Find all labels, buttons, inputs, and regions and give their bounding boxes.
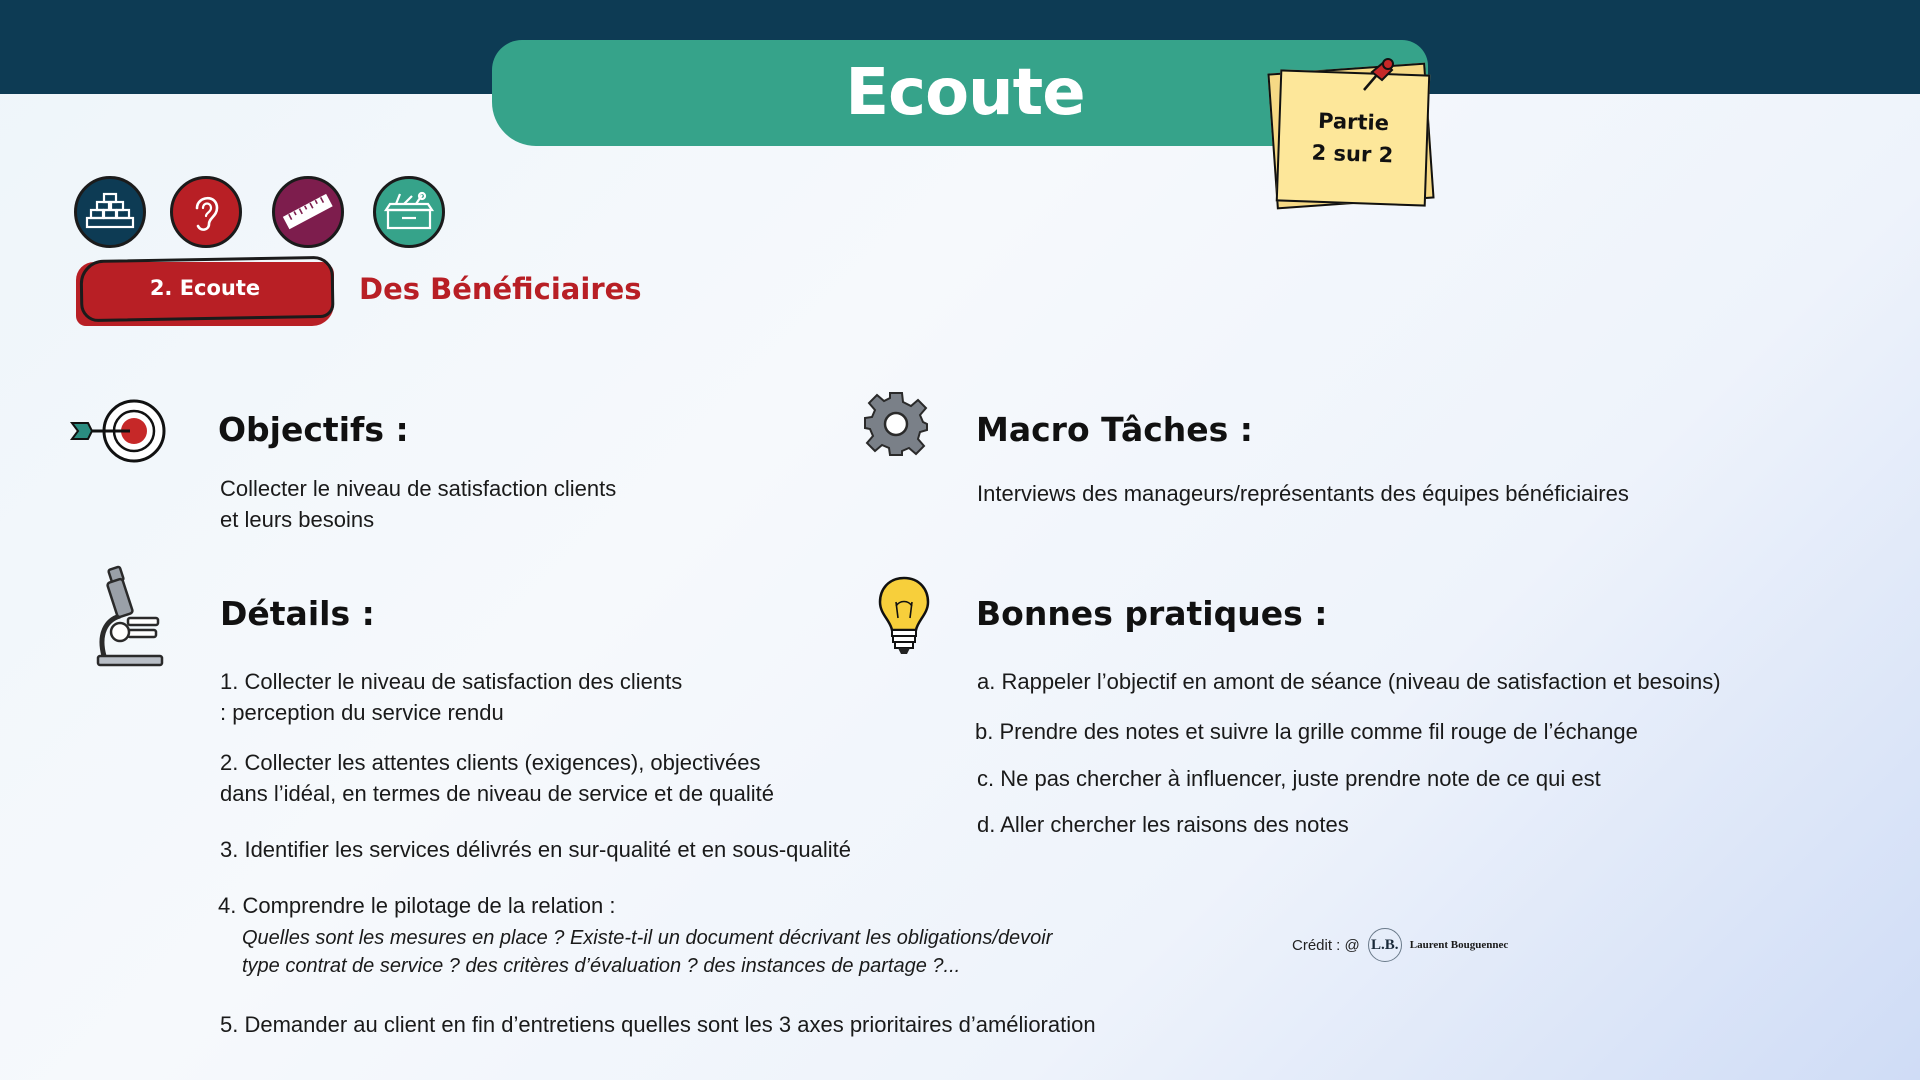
phase-circle-2 xyxy=(170,176,242,248)
bonnes-item-c: c. Ne pas chercher à influencer, juste prendre note de ce qui est xyxy=(977,766,1601,791)
objectifs-line1: Collecter le niveau de satisfaction clients xyxy=(220,476,617,501)
target-icon xyxy=(70,398,170,464)
sticky-note-line1: Partie xyxy=(1317,108,1390,136)
bonnes-item-a: a. Rappeler l’objectif en amont de séance (niveau de satisfaction et besoins) xyxy=(977,669,1721,694)
ear-icon xyxy=(183,188,229,236)
objectifs-line2: et leurs besoins xyxy=(220,507,375,532)
credit-label: Crédit : @ xyxy=(1292,936,1360,954)
details-item5: 5. Demander au client en fin d’entretiens quelles sont les 3 axes prioritaires d’amélioration xyxy=(220,1012,1096,1037)
ruler-icon xyxy=(281,192,335,232)
lightbulb-icon xyxy=(876,574,932,656)
section-subtitle: Des Bénéficiaires xyxy=(359,272,642,306)
toolbox-icon xyxy=(382,190,436,234)
details-item4-question1: Quelles sont les mesures en place ? Existe-t-il un document décrivant les obligations/devoir xyxy=(242,927,1053,949)
phase-circle-3 xyxy=(272,176,344,248)
credit xyxy=(1292,928,1508,962)
details-item4-question2: type contrat de service ? des critères d’évaluation ? des instances de partage ?... xyxy=(242,955,961,977)
details-item2-line2: dans l’idéal, en termes de niveau de service et de qualité xyxy=(220,781,775,806)
sticky-note-line2: 2 sur 2 xyxy=(1311,140,1394,168)
objectifs-heading: Objectifs : xyxy=(218,410,409,449)
details-item3: 3. Identifier les services délivrés en sur-qualité et en sous-qualité xyxy=(220,837,851,862)
details-item2-line1: 2. Collecter les attentes clients (exigences), objectivées xyxy=(220,750,761,775)
macro-heading: Macro Tâches : xyxy=(976,410,1254,449)
author-logo: L.B. xyxy=(1368,928,1402,962)
pushpin-icon xyxy=(1352,56,1402,96)
macro-text: Interviews des manageurs/représentants des équipes bénéficiaires xyxy=(977,481,1629,506)
page-title: Ecoute xyxy=(845,56,1085,130)
bonnes-item-b: b. Prendre des notes et suivre la grille comme fil rouge de l’échange xyxy=(975,719,1638,744)
phase-circle-1 xyxy=(74,176,146,248)
gear-icon xyxy=(862,390,930,458)
microscope-icon xyxy=(90,564,170,668)
sticky-note xyxy=(1266,56,1446,216)
phase-circle-4 xyxy=(373,176,445,248)
bonnes-item-d: d. Aller chercher les raisons des notes xyxy=(977,812,1349,837)
pyramid-icon xyxy=(85,190,135,234)
author-name: Laurent Bouguennec xyxy=(1409,939,1509,951)
details-heading: Détails : xyxy=(220,594,375,633)
bonnes-heading: Bonnes pratiques : xyxy=(976,594,1328,633)
details-item4: 4. Comprendre le pilotage de la relation : xyxy=(218,893,616,918)
details-item1-line2: : perception du service rendu xyxy=(220,700,504,725)
phase-tag-label: 2. Ecoute xyxy=(149,276,261,300)
details-item1-line1: 1. Collecter le niveau de satisfaction des clients xyxy=(220,669,683,694)
